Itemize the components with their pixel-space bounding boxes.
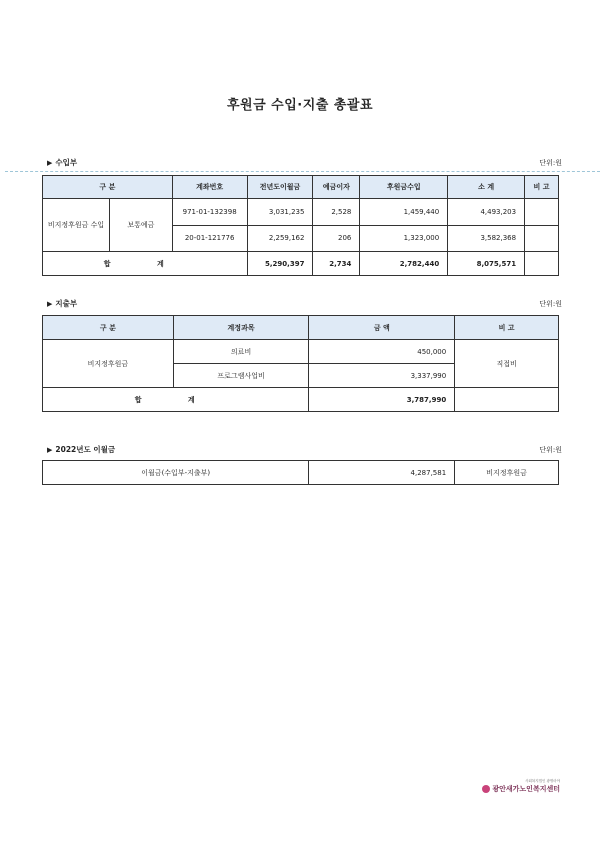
expense-amount: 450,000 [309,340,455,364]
col-header: 소 계 [448,176,525,199]
expense-amount: 3,337,990 [309,364,455,388]
income-section-label: ▶ 수입부 [47,158,78,167]
total-donation: 2,782,440 [360,252,448,276]
col-header: 비 고 [525,176,559,199]
total-note [455,388,559,412]
footer-subtext: 사회복지법인 광명마야 [525,779,560,783]
expense-section-label: ▶ 지출부 [47,299,78,308]
carryover-value: 2,259,162 [247,225,313,252]
income-unit: 단위:원 [539,159,562,167]
col-header: 전년도이월금 [247,176,313,199]
organization-logo [480,779,560,794]
total-label: 합 계 [43,388,309,412]
col-header: 계좌번호 [172,176,247,199]
income-table [42,175,559,276]
col-header: 후원금수입 [360,176,448,199]
triangle-right-icon: ▶ [47,159,53,167]
total-subtotal: 8,075,571 [448,252,525,276]
table-row [43,199,559,226]
organization-name: 광안새가노인복지센터 [492,785,560,793]
table-row [43,461,559,485]
total-note [525,252,559,276]
expense-unit: 단위:원 [539,300,562,308]
table-header-row [43,316,559,340]
page-title: 후원금 수입·지출 총괄표 [226,98,374,113]
note-cell [525,199,559,226]
expense-table [42,315,559,412]
col-header: 구 분 [43,316,174,340]
category-cell: 비지정후원금 수입 보통예금 [43,199,173,252]
interest-value: 206 [313,225,360,252]
total-carryover: 5,290,397 [247,252,313,276]
total-row [43,388,559,412]
carry-note: 비지정후원금 [455,461,559,485]
divider [5,171,600,172]
note-cell: 직접비 [455,340,559,388]
account-number: 20-01-121776 [172,225,247,252]
donation-value: 1,459,440 [360,199,448,226]
account-number: 971-01-132398 [172,199,247,226]
expense-item: 프로그램사업비 [173,364,309,388]
subtotal-value: 4,493,203 [448,199,525,226]
carry-amount: 4,287,581 [309,461,455,485]
col-header: 구 분 [43,176,173,199]
table-header-row [43,176,559,199]
triangle-right-icon: ▶ [47,446,53,454]
donation-value: 1,323,000 [360,225,448,252]
category-cell: 비지정후원금 [43,340,174,388]
total-amount: 3,787,990 [309,388,455,412]
carry-unit: 단위:원 [539,446,562,454]
col-header: 비 고 [455,316,559,340]
note-cell [525,225,559,252]
col-header: 예금이자 [313,176,360,199]
total-row [43,252,559,276]
carry-section-label: ▶ 2022년도 이월금 [47,445,116,454]
carry-label: 이월금(수입부-지출부) [43,461,309,485]
table-row [43,340,559,364]
interest-value: 2,528 [313,199,360,226]
subtotal-value: 3,582,368 [448,225,525,252]
expense-item: 의료비 [173,340,309,364]
total-label: 합 계 [43,252,248,276]
col-header: 계정과목 [173,316,309,340]
carryover-value: 3,031,235 [247,199,313,226]
col-header: 금 액 [309,316,455,340]
total-interest: 2,734 [313,252,360,276]
carry-table [42,460,559,485]
triangle-right-icon: ▶ [47,300,53,308]
logo-icon [482,785,490,793]
